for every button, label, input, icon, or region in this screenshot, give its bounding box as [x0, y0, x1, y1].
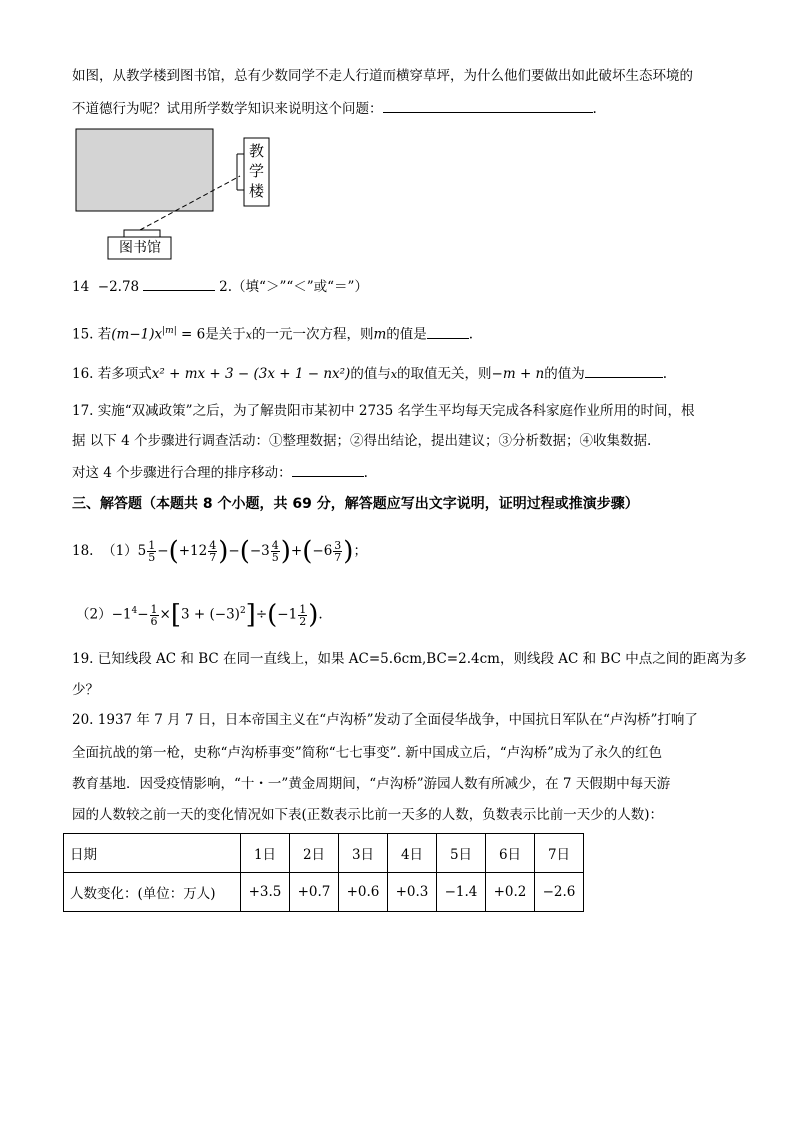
- building-label: 教 学 楼: [248, 142, 264, 200]
- answer-blank[interactable]: [585, 363, 663, 378]
- intro-line-2: 不道德行为呢？试用所学数学知识来说明这个问题： .: [72, 98, 597, 119]
- table-cell: +0.3: [388, 873, 437, 912]
- question-16: 16. 若多项式x² + mx + 3 − (3x + 1 − nx²)的值与x的取值无关，则−m + n的值为 .: [72, 363, 667, 385]
- table-cell: −1.4: [437, 873, 486, 912]
- library-stub: [124, 230, 160, 237]
- question-17-line-2: 据 以下 4 个步骤进行调查活动：①整理数据；②得出结论，提出建议；③分析数据；④收集数据.: [72, 433, 652, 449]
- table-row: [64, 834, 584, 873]
- table-cell: +0.7: [290, 873, 339, 912]
- table-cell: −2.6: [535, 873, 584, 912]
- library-label: 图书馆: [119, 240, 161, 256]
- table-header-cell: 日期: [64, 834, 241, 873]
- question-20-line-4: 园的人数较之前一天的变化情况如下表(正数表示比前一天多的人数，负数表示比前一天少的人数)：: [72, 807, 664, 823]
- table-cell: 1日: [241, 834, 290, 873]
- question-19-line-2: 少？: [72, 682, 99, 698]
- answer-blank[interactable]: [143, 276, 215, 291]
- table-header-cell: 人数变化：(单位：万人): [64, 873, 241, 912]
- table-cell: +0.6: [339, 873, 388, 912]
- figure-svg: [72, 126, 302, 262]
- question-18-part-2: $(2)-1^4-$ $\frac{1}{6}$ $\times[3 + (-3)^2]\div(-1$ $\frac{1}{2}$ ).: [76, 600, 323, 630]
- table-cell: +3.5: [241, 873, 290, 912]
- table-cell: 3日: [339, 834, 388, 873]
- intro-line-1: 如图，从教学楼到图书馆，总有少数同学不走人行道而横穿草坪，为什么他们要做出如此破坏生态环境的: [72, 68, 693, 84]
- table-cell: 5日: [437, 834, 486, 873]
- table-cell: 2日: [290, 834, 339, 873]
- question-20-line-2: 全面抗战的第一枪，史称“卢沟桥事变”简称“七七事变”. 新中国成立后，“卢沟桥”成为了永久的红色: [72, 745, 662, 761]
- answer-blank[interactable]: [427, 324, 469, 339]
- question-15: 15. 若$(m-1)x^{|m|} = 6$是关于x的一元一次方程，则m的值是 .: [72, 321, 473, 346]
- table-cell: +0.2: [486, 873, 535, 912]
- table-cell: 6日: [486, 834, 535, 873]
- question-20-line-1: 20. 1937 年 7 月 7 日，日本帝国主义在“卢沟桥”发动了全面侵华战争，中国抗日军队在“卢沟桥”打响了: [72, 712, 698, 728]
- answer-blank[interactable]: [292, 462, 364, 477]
- intro-question: 不道德行为呢？试用所学数学知识来说明这个问题：: [72, 101, 383, 117]
- question-20-line-3: 教育基地．因受疫情影响，“十・一”黄金周期间，“卢沟桥”游园人数有所减少，在 7 天假期中每天游: [72, 776, 671, 792]
- question-19-line-1: 19. 已知线段 AC 和 BC 在同一直线上，如果 AC=5.6cm,BC=2.4cm，则线段 AC 和 BC 中点之间的距离为多: [72, 651, 747, 667]
- table-cell: 7日: [535, 834, 584, 873]
- question-17-line-1: 17. 实施“双减政策”之后，为了解贵阳市某初中 2735 名学生平均每天完成各科家庭作业所用的时间，根: [72, 403, 695, 419]
- visitor-change-table: [63, 833, 584, 912]
- question-17-line-3: 对这 4 个步骤进行合理的排序移动： .: [72, 462, 368, 483]
- question-18-part-1: 18. （1）5 $\frac{1}{5}$ −(+12 $\frac{4}{7}$ )−(−3 $\frac{4}{5}$ )+(−6 $\frac{3}{7}$ )；: [72, 536, 367, 567]
- lawn-rect: [76, 129, 213, 211]
- question-14: 14 −2.78 2.（填“＞”“＜”或“＝”）: [72, 276, 368, 297]
- table-row: [64, 873, 584, 912]
- figure: [72, 126, 302, 262]
- section-heading: 三、解答题（本题共 8 个小题，共 69 分，解答题应写出文字说明，证明过程或推演步骤）: [72, 496, 639, 512]
- answer-blank[interactable]: [383, 98, 593, 113]
- table-cell: 4日: [388, 834, 437, 873]
